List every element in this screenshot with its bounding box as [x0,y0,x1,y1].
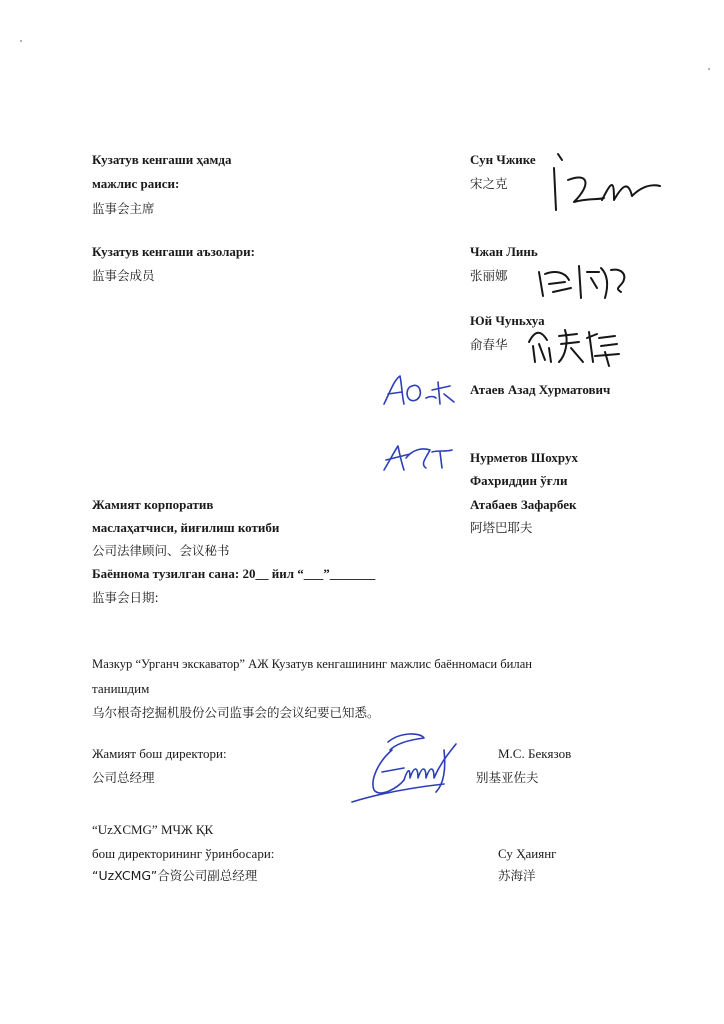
scan-speck [20,40,22,42]
date-label-zh: 监事会日期: [92,590,159,605]
chair-role-line2: мажлис раиси: [92,176,180,191]
signature-ataev [380,372,460,410]
member-name-line1: Нурметов Шохрух [470,450,578,465]
acknowledgement-line2: танишдим [92,681,150,696]
member-name-zh: 俞春华 [470,337,508,352]
scan-speck [708,68,710,70]
secretary-name: Атабаев Зафарбек [470,497,577,512]
chair-role-zh: 监事会主席 [92,201,155,216]
member-name: Чжан Линь [470,244,538,259]
signature-zhang-lin [535,258,635,306]
deputy-role: бош директорининг ўринбосари: [92,846,275,861]
deputy-name-zh: 苏海洋 [498,868,536,883]
director-role-zh: 公司总经理 [92,770,155,785]
member-name-line2: Фахриддин ўғли [470,473,568,488]
chair-role-line1: Кузатув кенгаши ҳамда [92,152,232,167]
secretary-role-zh: 公司法律顾问、会议秘书 [92,543,230,558]
signature-bekyazov [348,728,468,810]
members-role-zh: 监事会成员 [92,268,155,283]
acknowledgement-line1: Мазкур “Урганч экскаватор” АЖ Кузатув кенгашининг мажлис баённомаси билан [92,657,533,671]
date-label: Баённома тузилган сана: 20__ йил “___”_______ [92,566,376,581]
signature-nurmetov [380,440,460,476]
members-role: Кузатув кенгаши аъзолари: [92,244,255,259]
member-name: Атаев Азад Хурматович [470,382,611,397]
deputy-role-zh: “UzXCMG”合资公司副总经理 [92,868,258,883]
director-name: М.С. Бекязов [498,746,572,761]
acknowledgement-zh: 乌尔根奇挖掘机股份公司监事会的会议纪要已知悉。 [92,705,380,720]
director-name-zh: 别基亚佐夫 [476,770,539,785]
chair-name-zh: 宋之克 [470,176,508,191]
director-role: Жамият бош директори: [92,746,227,761]
secretary-name-zh: 阿塔巴耶夫 [470,520,533,535]
signature-sun-zhike [548,150,668,220]
deputy-company: “UzXCMG” МЧЖ ҚК [92,822,214,837]
member-name-zh: 张丽娜 [470,268,508,283]
member-name: Юй Чуньхуа [470,313,545,328]
secretary-role-line2: маслаҳатчиси, йиғилиш котиби [92,520,280,535]
chair-name: Сун Чжике [470,152,536,167]
signature-yu-chunhua [525,322,625,368]
deputy-name: Су Ҳаиянг [498,846,557,861]
secretary-role-line1: Жамият корпоратив [92,497,214,512]
